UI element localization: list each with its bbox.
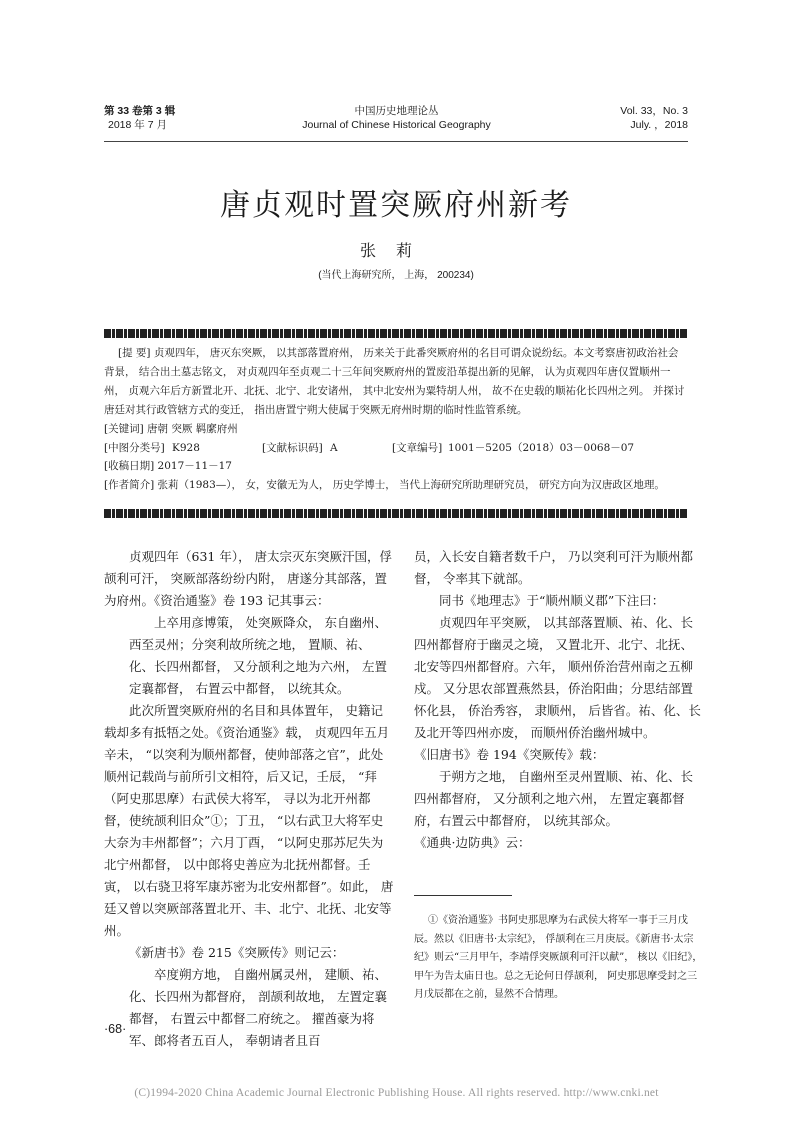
block-quote: 于朔方之地， 自幽州至灵州置顺、祐、化、长四州都督府， 又分颉利之地六州， 左置定襄都督府，右置云中都督府， 以统其部众。 <box>414 769 693 828</box>
author-bio <box>104 476 688 495</box>
volume-info <box>560 104 688 132</box>
journal-name <box>270 104 523 132</box>
header-rule <box>104 141 688 142</box>
author-name: 张莉 <box>359 241 432 260</box>
author-bio-label: [作者简介] <box>104 479 155 491</box>
decorative-band-top <box>104 329 688 338</box>
issue-date: 2018 年 7 月 <box>108 119 167 131</box>
received-text: 2017－11－17 <box>157 460 232 472</box>
received-label: [收稿日期] <box>104 460 155 472</box>
paragraph: 此次所置突厥府州的名目和具体置年， 史籍记载却多有抵牾之处。《资治通鉴》载， 贞观四年五月辛未， “以突利为顺州都督，使帅部落之官”，此处顺州记载尚与前所引文相符，后又记，壬辰， “拜（阿史那思摩）右武侯大将军， 寻以为北开州都督，使统颉利旧众”①；丁丑， “以右武卫大将军史大奈为丰州都督”；六月丁酉， “以阿史那苏尼失为北宁州都督， 以中郎将史善应为北抚州都督。壬寅， 以右骁卫将军康苏密为北安州都督”。如此， 唐廷又曾以突厥部落置北开、丰、北宁、北抚、北安等州。 <box>104 703 394 938</box>
keywords <box>104 420 688 439</box>
decorative-band-bottom <box>104 509 688 518</box>
page-number: ·68· <box>104 1022 127 1036</box>
paragraph: 《通典·边防典》云： <box>414 835 531 850</box>
paragraph: 贞观四年（631 年）， 唐太宗灭东突厥汗国，俘颉利可汗， 突厥部落纷纷内附， 唐遂分其部落，置为府州。《资治通鉴》卷 193 记其事云： <box>104 549 393 608</box>
paragraph: 同书《地理志》于“顺州顺义郡”下注曰： <box>439 593 665 608</box>
paragraph: 员，入长安自籍者数千户， 乃以突利可汗为顺州都督， 令率其下就部。 <box>414 549 693 586</box>
paragraph: 《新唐书》卷 215《突厥传》则记云： <box>129 945 345 960</box>
footnote-rule <box>414 895 512 896</box>
issue-info <box>104 104 175 132</box>
journal-name-cn: 中国历史地理论丛 <box>354 105 439 117</box>
journal-name-en: Journal of Chinese Historical Geography <box>302 119 491 131</box>
left-column <box>104 546 394 1052</box>
block-quote: 卒度朔方地， 自幽州属灵州， 建顺、祐、化、长四州为都督府， 剖颉利故地， 左置定襄都督， 右置云中都督二府统之。 擢酋豪为将军、郎将者五百人， 奉朝请者且百 <box>129 967 387 1048</box>
received-date <box>104 457 688 476</box>
keywords-text: 唐朝 突厥 羁縻府州 <box>147 423 238 435</box>
volume-en: Vol. 33，No. 3 <box>620 105 688 117</box>
doc-label: [文献标识码] <box>262 442 323 454</box>
abstract <box>104 344 688 420</box>
footnote-text: ①《资治通鉴》书阿史那思摩为右武侯大将军一事于三月戊辰。然以《旧唐书·太宗纪》， 俘颉利在三月庚辰。《新唐书·太宗纪》则云“三月甲午，李靖俘突厥颉利可汗以献”， 核以《旧纪》，甲午为告太庙日也。总之无论何日俘颉利， 阿史那思摩受封之三月戊辰都在之前，显然不合情理。 <box>414 915 703 1000</box>
clc-value: K928 <box>172 442 200 454</box>
abstract-text: 贞观四年， 唐灭东突厥， 以其部落置府州， 历来关于此番突厥府州的名目可谓众说纷纭。本文考察唐初政治社会背景， 结合出土墓志铭文， 对贞观四年至贞观二十三年间突厥府州的置废沿革提出新的见解， 认为贞观四年唐仅置顺州一州， 贞观六年后方新置北开、北抚、北宁、北安诸州， 其中北安州为粟特胡人州， 故不在史载的顺祐化长四州之列。 并探讨唐廷对其行政管辖方式的变迁， 指出唐置宁朔大使属于突厥无府州时期的临时性监管系统。 <box>104 347 685 416</box>
doc-value: A <box>330 442 338 454</box>
author-bio-text: 张莉（1983—）， 女，安徽无为人， 历史学博士， 当代上海研究所助理研究员， 研究方向为汉唐政区地理。 <box>157 479 665 491</box>
block-quote: 上卒用彦博策， 处突厥降众， 东自幽州、西至灵州；分突利故所统之地， 置顺、祐、化、长四州都督， 又分颉利之地为六州， 左置定襄都督， 右置云中都督， 以统其众。 <box>129 615 387 696</box>
classification-row <box>104 439 688 457</box>
footnote <box>414 912 704 1005</box>
issue-number: 第 33 卷第 3 辑 <box>104 105 176 117</box>
author-affiliation: (当代上海研究所， 上海， 200234) <box>318 270 474 281</box>
block-quote: 贞观四年平突厥， 以其部落置顺、祐、化、长四州都督府于幽灵之境， 又置北开、北宁、北抚、北安等四州都督府。六年， 顺州侨治营州南之五柳戍。 又分思农部置燕然县，侨治阳曲；分思结部置怀化县， 侨治秀容， 隶顺州， 后皆省。祐、化、长及北开等四州亦废， 而顺州侨治幽州城中。 <box>414 615 701 740</box>
keywords-label: [关键词] <box>104 423 144 435</box>
abstract-label: [提 要] <box>118 347 151 359</box>
article-title: 唐贞观时置突厥府州新考 <box>220 188 572 223</box>
article-label: [文章编号] <box>392 442 443 454</box>
copyright-watermark: (C)1994-2020 China Academic Journal Electronic Publishing House. All rights reserved. http://www.cnki.net <box>134 1087 659 1099</box>
clc-label: [中图分类号] <box>104 442 165 454</box>
date-en: July. ，2018 <box>630 119 688 131</box>
abstract-block <box>104 344 688 495</box>
right-column <box>414 546 704 854</box>
article-value: 1001－5205（2018）03－0068－07 <box>448 442 635 454</box>
paragraph: 《旧唐书》卷 194《突厥传》载： <box>414 747 605 762</box>
